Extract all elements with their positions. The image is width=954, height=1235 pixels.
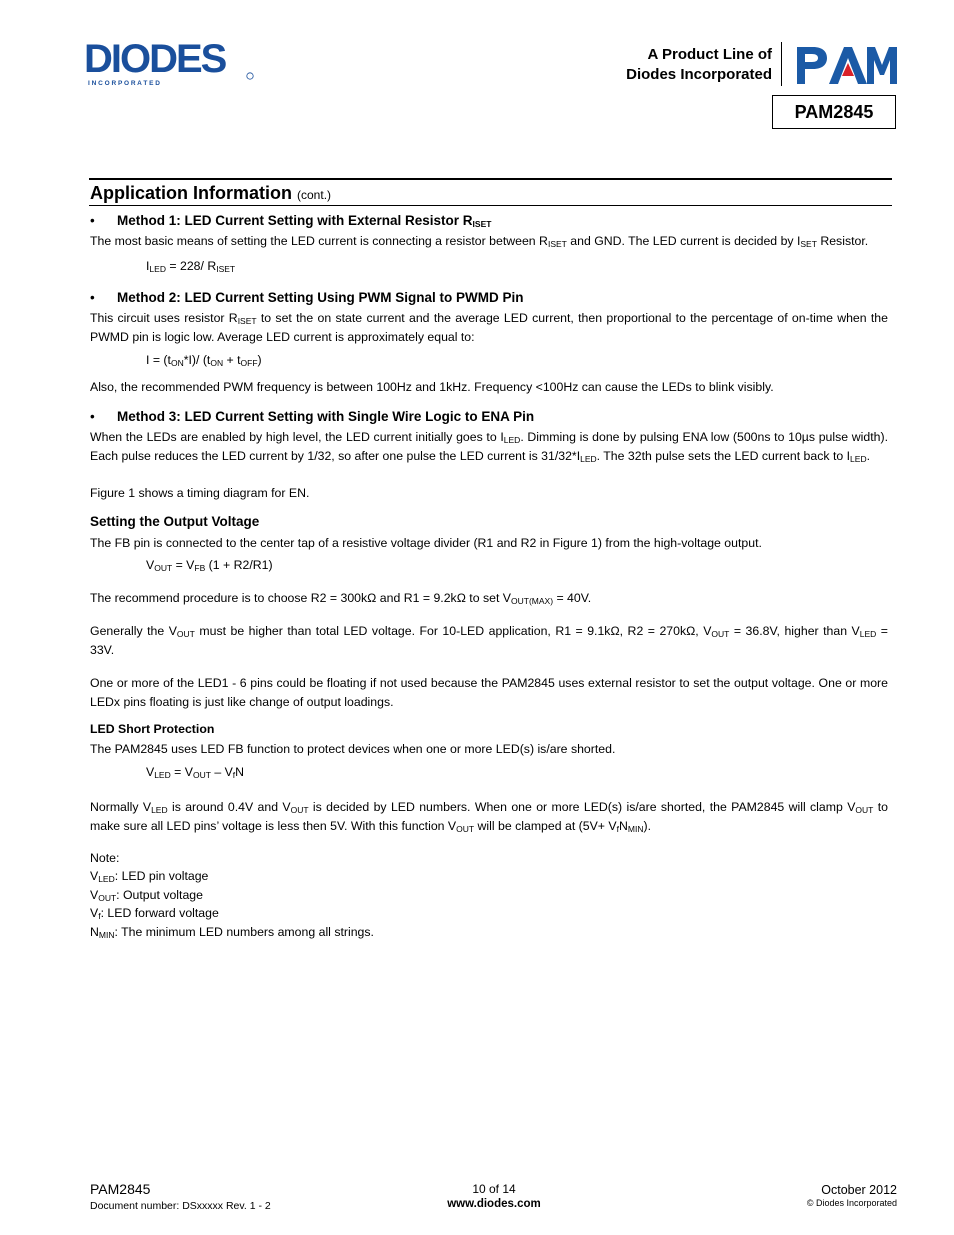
pam-logo-text: PAM — [795, 43, 798, 44]
part-number-box: PAM2845 — [772, 95, 896, 129]
footer-document-number: Document number: DSxxxxx Rev. 1 - 2 — [90, 1200, 271, 1212]
method2-formula: $I = (t_{ON}*I)/$ $(t_{ON} + t_{OFF})$ — [146, 353, 262, 368]
product-line-text-1: A Product Line of — [647, 46, 772, 63]
section-top-rule — [89, 178, 892, 180]
footer-copyright: © Diodes Incorporated — [806, 1198, 897, 1208]
footer-part-number: PAM2845 — [90, 1181, 151, 1197]
output-voltage-paragraph-2: The recommend procedure is to choose R2 = 300kΩ and R1 = 9.2kΩ to set $V_{OUT(MAX)} = 40V$. — [90, 591, 592, 606]
footer-page-number: 10 of 14 — [472, 1182, 516, 1196]
bullet-icon: • — [90, 409, 95, 424]
pam-logo-p — [797, 47, 827, 84]
note-item: $V_{OUT}$: Output voltage — [90, 888, 203, 903]
output-voltage-heading: Setting the Output Voltage — [90, 514, 260, 529]
method1-heading-sub: ISET — [472, 219, 492, 229]
registered-icon — [247, 73, 253, 79]
method2-heading-text: Method 2: LED Current Setting Using PWM Signal to PWMD Pin — [117, 290, 524, 305]
pam-logo-m — [867, 47, 897, 84]
footer-website-link[interactable]: www.diodes.com — [447, 1198, 541, 1210]
section-bottom-rule — [89, 205, 892, 206]
method3-heading — [90, 409, 534, 424]
method3-paragraph-2: Figure 1 shows a timing diagram for EN. — [90, 486, 310, 500]
diodes-logo-text: DIODES — [84, 41, 226, 81]
method2-paragraph-2: Also, the recommended PWM frequency is between 100Hz and 1kHz. Frequency <100Hz can cause the LEDs to blink visibly. — [90, 380, 774, 394]
method1-heading — [90, 213, 491, 228]
note-item: $V_{LED}$: LED pin voltage — [90, 869, 209, 884]
short-protection-paragraph: The PAM2845 uses LED FB function to protect devices when one or more LED(s) is/are shorted. — [90, 742, 616, 756]
method1-heading-text: Method 1: LED Current Setting with External Resistor R — [117, 213, 473, 228]
method1-paragraph: The most basic means of setting the LED current is connecting a resistor between $R_{ISET}$ and GND. The LED current is decided by $I_{SET}$ Resistor. — [90, 234, 869, 249]
diodes-logo-subtext: I N C O R P O R A T E D — [88, 80, 160, 87]
header-divider — [781, 42, 782, 86]
footer-date: October 2012 — [821, 1183, 897, 1197]
output-voltage-paragraph: The FB pin is connected to the center tap of a resistive voltage divider (R1 and R2 in Figure 1) from the high-voltage output. — [90, 536, 762, 550]
note-item: $N_{MIN}$: The minimum LED numbers among all strings. — [90, 925, 374, 940]
product-line-text-2: Diodes Incorporated — [626, 66, 772, 83]
section-title-suffix: (cont.) — [297, 188, 332, 202]
output-voltage-paragraph-4: One or more of the LED1 - 6 pins could be floating if not used because the PAM2845 uses external resistor to set the output voltage. One or more LEDx pins floating is just like change of output loadings. — [90, 676, 888, 709]
output-voltage-formula: $V_{OUT} = V_{FB}$ (1 + R2/R1) — [146, 558, 273, 573]
section-title-text: Application Information — [90, 183, 292, 203]
bullet-icon: • — [90, 290, 95, 305]
method3-paragraph: When the LEDs are enabled by high level, the LED current initially goes to $I_{LED}$. Dimming is done by pulsing ENA low (500ns to 10µs pulse width). Each pulse reduces the LED current by 1/32, so after one pulse the LED current is $31/32*I_{LED}$. The 32th pulse sets the LED current back to $I_{LED}$. — [90, 430, 888, 464]
method3-heading-text: Method 3: LED Current Setting with Single Wire Logic to ENA Pin — [117, 409, 535, 424]
short-protection-heading: LED Short Protection — [90, 722, 215, 736]
bullet-icon: • — [90, 213, 95, 228]
method1-formula: $I_{LED} = 228/$ $R_{ISET}$ — [146, 259, 236, 274]
note-item: $V_f$: LED forward voltage — [90, 906, 219, 921]
section-title — [90, 183, 331, 204]
method2-heading — [90, 290, 523, 305]
short-protection-formula: $V_{LED} = V_{OUT} - V_fN$ — [146, 765, 245, 780]
notes-title: Note: — [90, 851, 120, 865]
short-protection-paragraph-2: Normally $V_{LED}$ is around 0.4V and $V_{OUT}$ is decided by LED numbers. When one or more LED(s) is/are shorted, the PAM2845 will clamp $V_{OUT}$ to make sure all LED pins’ voltage is less then 5V. With this function $V_{OUT}$ will be clamped at $(5V+ V_fN_{MIN})$. — [90, 800, 888, 834]
method2-paragraph: This circuit uses resistor $R_{ISET}$ to set the on state current and the average LED current, then proportional to the percentage of on-time when the PWMD pin is logic low. Average LED current is approximately equal to: — [90, 311, 888, 344]
diodes-logo — [84, 41, 256, 87]
output-voltage-paragraph-3: Generally the $V_{OUT}$ must be higher than total LED voltage. For 10-LED application, R1 = 9.1kΩ, R2 = 270kΩ, $V_{OUT} = 36.8V$, higher than $V_{LED} = 33V$. — [90, 624, 888, 657]
pam-logo — [795, 43, 899, 85]
